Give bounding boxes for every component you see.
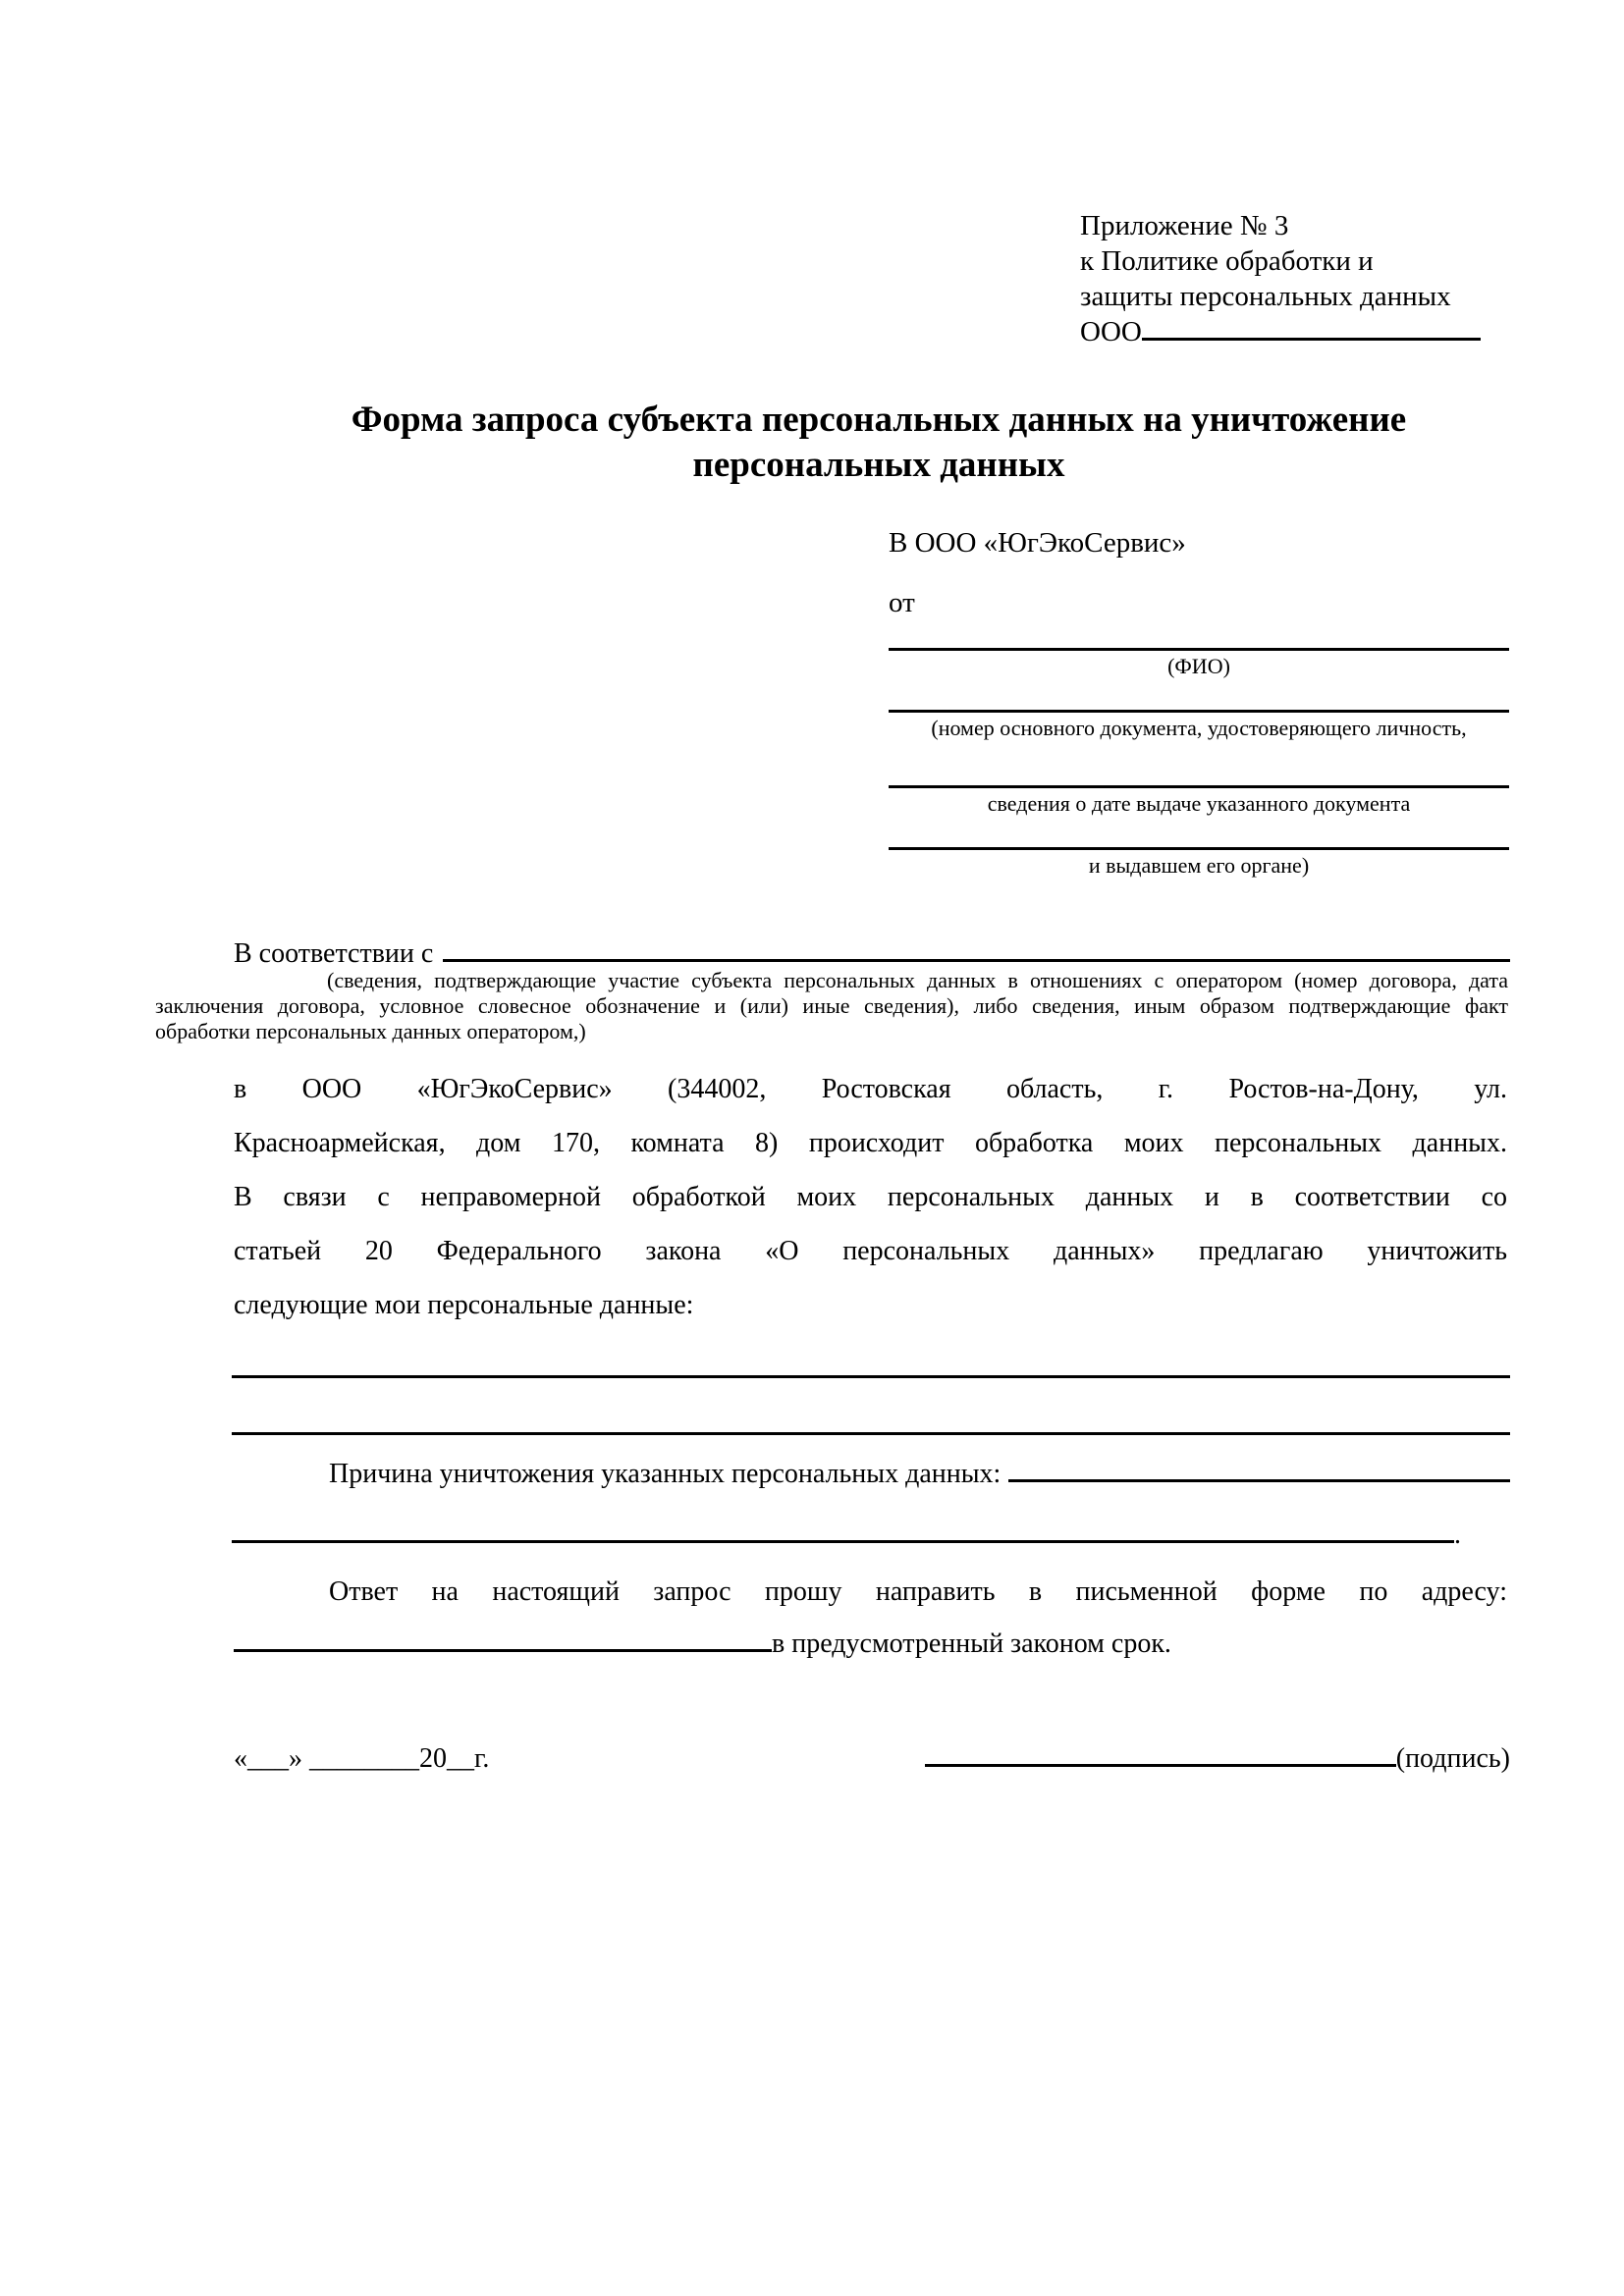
page-title-line1: Форма запроса субъекта персональных данных на уничтожение <box>351 400 1407 440</box>
document-number-field-line[interactable] <box>889 710 1509 713</box>
reason-field-line[interactable] <box>1008 1479 1510 1482</box>
date-field[interactable]: «___» ________20__г. <box>234 1743 490 1774</box>
document-number-caption: (номер основного документа, удостоверяющего личность, <box>931 716 1467 740</box>
main-paragraph-line: в ООО «ЮгЭкоСервис» (344002, Ростовская область, г. Ростов-на-Дону, ул. <box>234 1074 1507 1104</box>
personal-data-field-line-2[interactable] <box>232 1432 1510 1435</box>
reason-label: Причина уничтожения указанных персональных данных: <box>329 1459 1001 1489</box>
issuer-field-line[interactable] <box>889 847 1509 850</box>
reply-line2 <box>234 1629 1510 1660</box>
main-paragraph <box>234 1062 1507 1332</box>
signature-row <box>925 1743 1510 1775</box>
main-paragraph-line: В связи с неправомерной обработкой моих персональных данных и в соответствии со <box>234 1182 1507 1212</box>
accordance-field-line[interactable] <box>443 959 1510 962</box>
reason-field-line-2[interactable] <box>232 1540 1454 1543</box>
appendix-note-line: защиты персональных данных <box>1080 281 1451 312</box>
signature-field-line[interactable] <box>925 1764 1396 1767</box>
smallprint-line: обработки персональных данных оператором,) <box>155 1019 586 1043</box>
issue-date-caption: сведения о дате выдаче указанного документа <box>987 791 1411 816</box>
reply-address-field-line[interactable] <box>234 1649 772 1652</box>
ooo-label: ООО <box>1080 316 1142 347</box>
appendix-note-line: к Политике обработки и <box>1080 245 1374 277</box>
smallprint-line: заключения договора, условное словесное обозначение и (или) иные сведения), либо сведения, иным образом подтверждающие факт <box>155 993 1508 1018</box>
main-paragraph-line: статьей 20 Федерального закона «О персональных данных» предлагаю уничтожить <box>234 1236 1507 1266</box>
accordance-row <box>234 938 1510 970</box>
page-title-line2: персональных данных <box>692 445 1065 485</box>
reply-line2-suffix: в предусмотренный законом срок. <box>772 1629 1171 1659</box>
reason-period: . <box>1454 1520 1461 1550</box>
recipient-block <box>889 0 1509 893</box>
fio-caption: (ФИО) <box>1167 654 1230 678</box>
accordance-smallprint <box>155 968 1508 1044</box>
issuer-caption: и выдавшем его органе) <box>1088 853 1310 878</box>
appendix-note-line: Приложение № 3 <box>1080 210 1289 241</box>
fio-field-line[interactable] <box>889 648 1509 651</box>
reply-line1: Ответ на настоящий запрос прошу направить в письменной форме по адресу: <box>329 1576 1507 1607</box>
reason-continuation-row <box>232 1520 1510 1551</box>
reason-row <box>329 1459 1510 1490</box>
smallprint-line: (сведения, подтверждающие участие субъекта персональных данных в отношениях с оператором (номер договора, дата <box>327 968 1508 992</box>
main-paragraph-line: Красноармейская, дом 170, комната 8) происходит обработка моих персональных данных. <box>234 1128 1507 1158</box>
from-label: от <box>889 587 915 618</box>
accordance-lead: В соответствии с <box>234 938 434 969</box>
recipient-organization: В ООО «ЮгЭкоСервис» <box>889 527 1186 559</box>
signature-caption: (подпись) <box>1395 1743 1510 1774</box>
personal-data-field-line-1[interactable] <box>232 1375 1510 1378</box>
issue-date-field-line[interactable] <box>889 785 1509 788</box>
main-paragraph-line: следующие мои персональные данные: <box>234 1290 694 1320</box>
